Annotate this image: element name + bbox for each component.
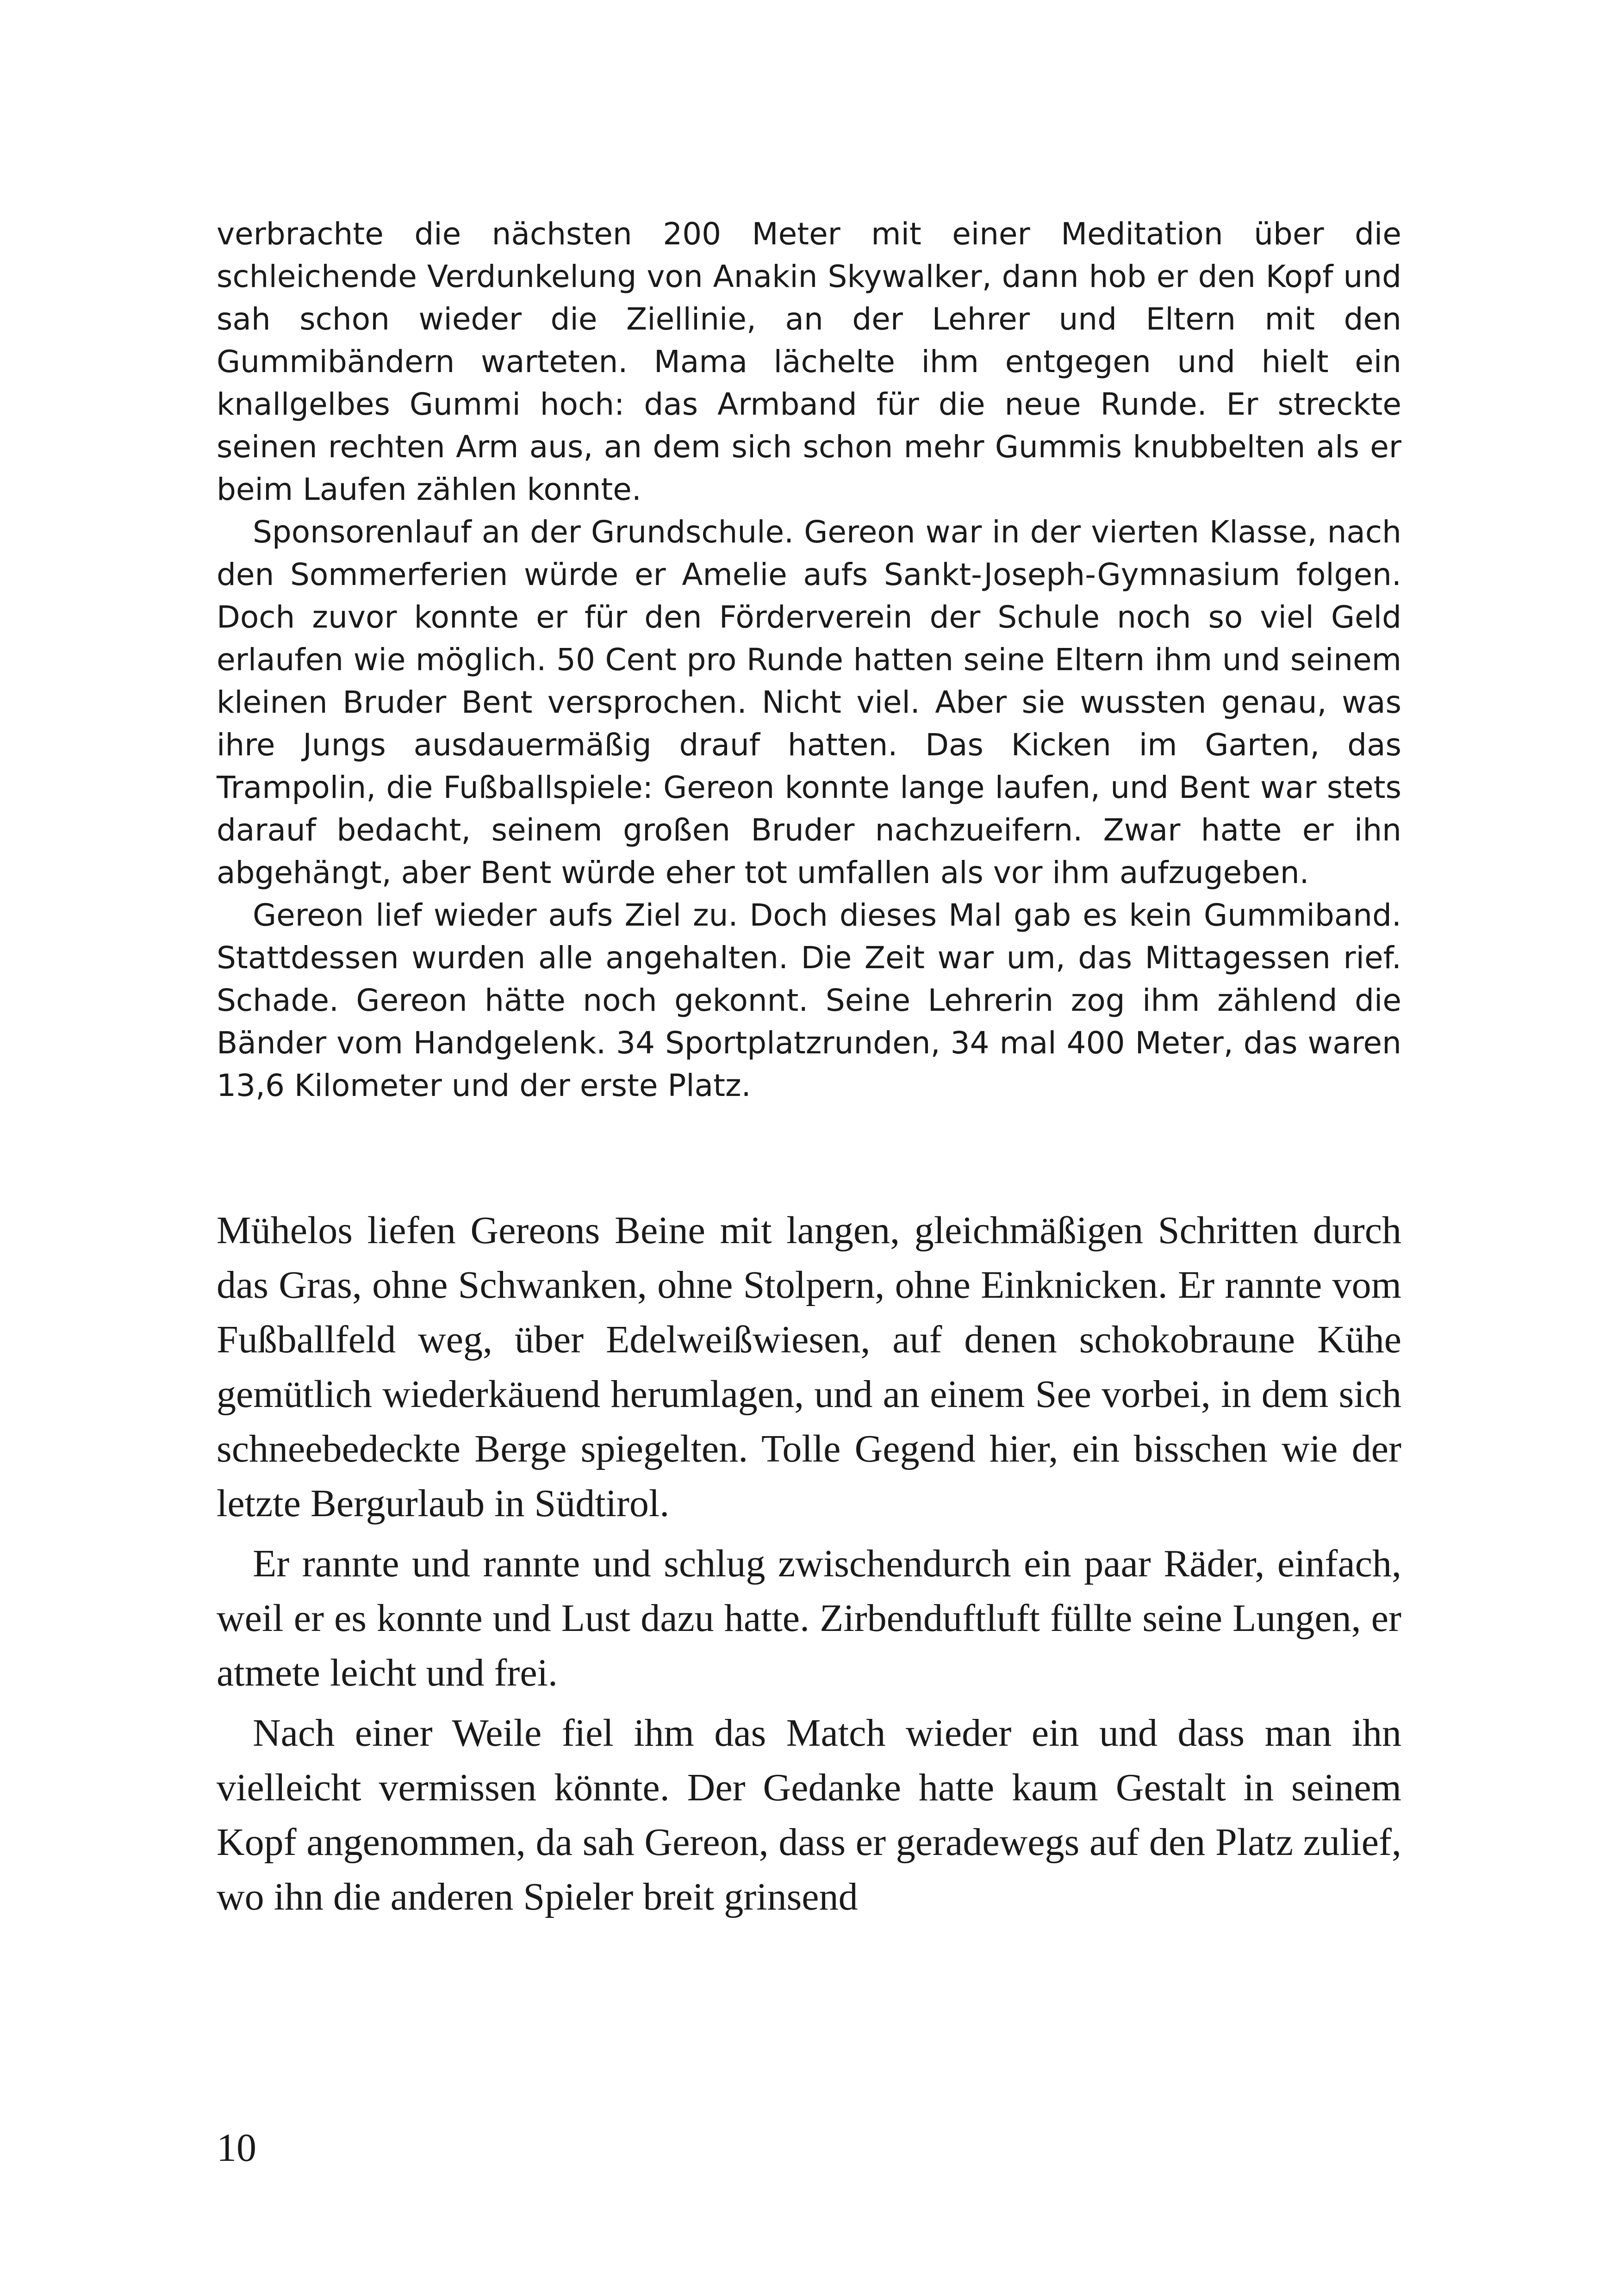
page-number: 10 — [217, 2125, 256, 2170]
narrative-paragraph-1: Mühelos liefen Gereons Beine mit langen, gleichmäßigen Schritten durch das Gras, ohne Schwanken, ohne Stolpern, ohne Einknicken. Er rannte vom Fußballfeld weg, über Edelweißwiesen, auf denen schokobraune Kühe gemütlich wiederkäuend herumlagen, und an einem See vorbei, in dem sich schneebedeckte Berge spiegelten. Tolle Gegend hier, ein bisschen wie der letzte Bergurlaub in Südtirol. — [217, 1209, 1401, 1525]
flashback-paragraph-3: Gereon lief wieder aufs Ziel zu. Doch dieses Mal gab es kein Gummiband. Stattdessen wurden alle angehalten. Die Zeit war um, das Mittagessen rief. Schade. Gereon hätte noch gekonnt. Seine Lehrerin zog ihm zählend die Bänder vom Handgelenk. 34 Sportplatzrunden, 34 mal 400 Meter, das waren 13,6 Kilometer und der erste Platz. — [217, 897, 1401, 1103]
flashback-paragraph-1: verbrachte die nächsten 200 Meter mit einer Meditation über die schleichende Verdunkelung von Anakin Skywalker, dann hob er den Kopf und sah schon wieder die Ziellinie, an der Lehrer und Eltern mit den Gummibändern warteten. Mama lächelte ihm entgegen und hielt ein knallgelbes Gummi hoch: das Armband für die neue Runde. Er streckte seinen rechten Arm aus, an dem sich schon mehr Gummis knubbelten als er beim Laufen zählen konnte. — [217, 216, 1401, 507]
flashback-paragraph-2: Sponsorenlauf an der Grundschule. Gereon war in der vierten Klasse, nach den Sommerferien würde er Amelie aufs Sankt-Joseph-Gymnasium folgen. Doch zuvor konnte er für den Förderverein der Schule noch so viel Geld erlaufen wie möglich. 50 Cent pro Runde hatten seine Eltern ihm und seinem kleinen Bruder Bent versprochen. Nicht viel. Aber sie wussten genau, was ihre Jungs ausdauermäßig drauf hatten. Das Kicken im Garten, das Trampolin, die Fußballspiele: Gereon konnte lange laufen, und Bent war stets darauf bedacht, seinem großen Bruder nachzueifern. Zwar hatte er ihn abgehängt, aber Bent würde eher tot umfallen als vor ihm aufzugeben. — [217, 514, 1401, 890]
narrative-paragraph-2: Er rannte und rannte und schlug zwischendurch ein paar Räder, einfach, weil er es konnte und Lust dazu hatte. Zirbenduftluft füllte seine Lungen, er atmete leicht und frei. — [217, 1542, 1401, 1694]
narrative-paragraph-3: Nach einer Weile fiel ihm das Match wieder ein und dass man ihn vielleicht vermissen könnte. Der Gedanke hatte kaum Gestalt in seinem Kopf angenommen, da sah Gereon, dass er geradewegs auf den Platz zulief, wo ihn die anderen Spieler breit grinsend — [217, 1711, 1401, 1918]
main-narrative-section — [217, 1203, 1401, 1924]
flashback-section — [217, 213, 1401, 1107]
